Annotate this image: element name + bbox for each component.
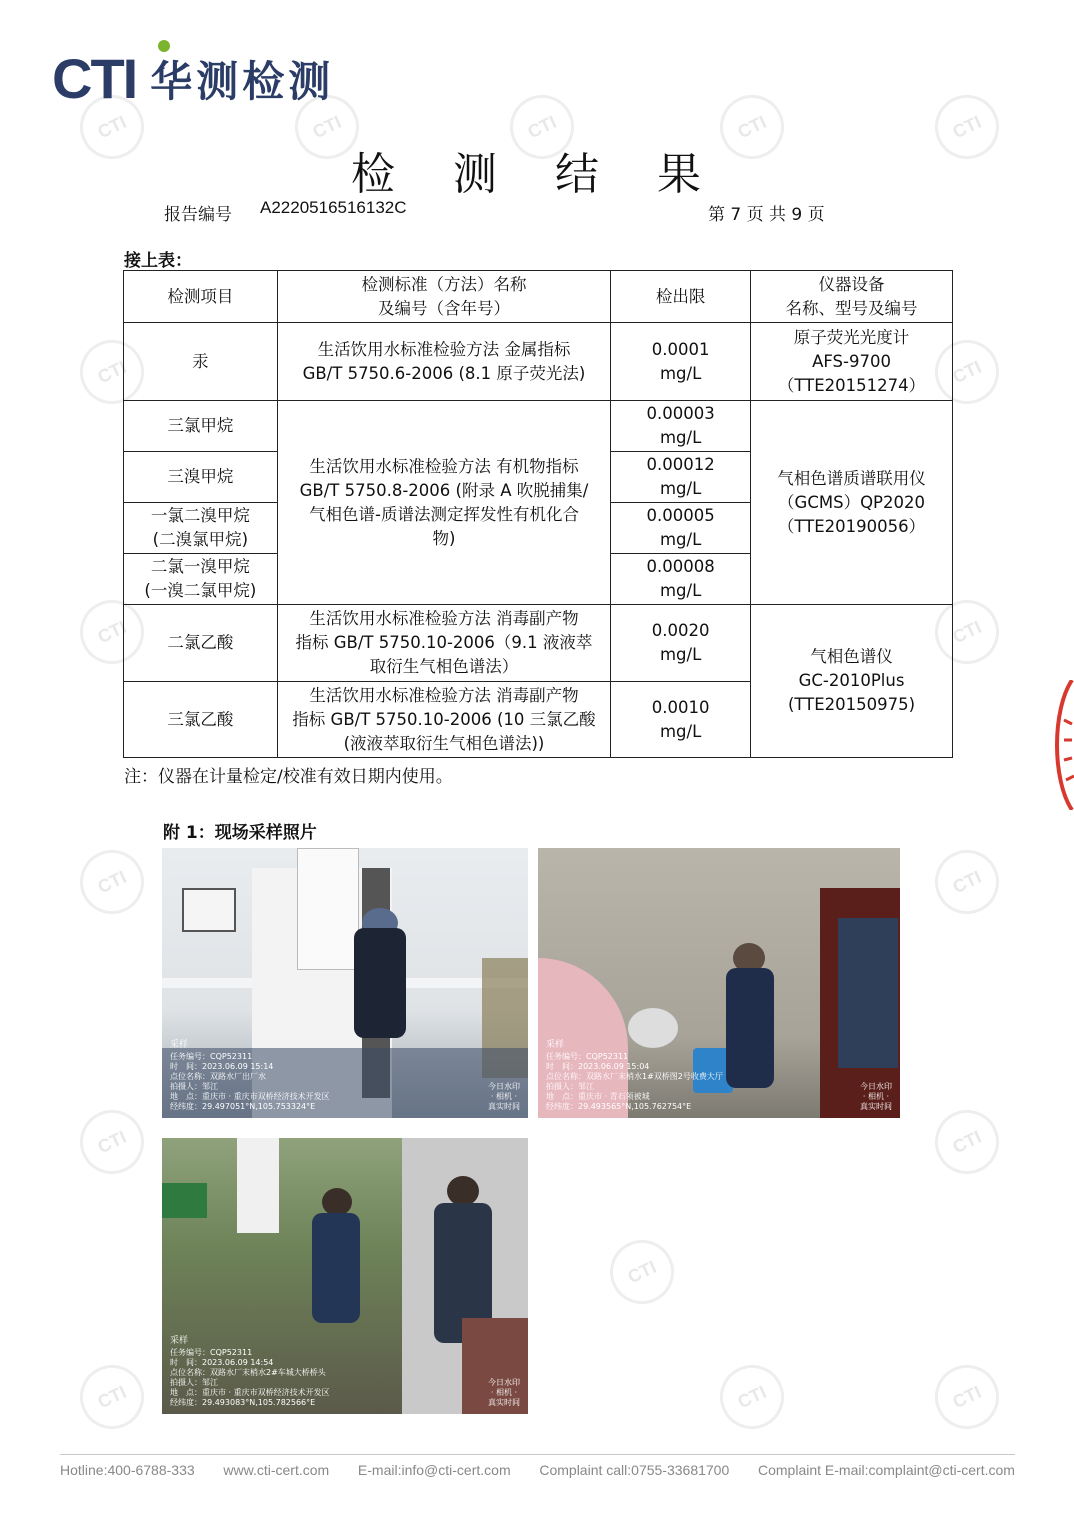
photo-label: 采样	[170, 1336, 189, 1346]
watermark-logo: CTI	[69, 1354, 154, 1439]
logo-chinese-text: 华测检测	[150, 56, 335, 106]
report-number: A2220516516132C	[260, 198, 407, 217]
header-item: 检测项目	[124, 271, 278, 323]
logo-dot	[158, 40, 170, 52]
cell-instrument: 气相色谱质谱联用仪 （GCMS）QP2020 （TTE20190056）	[751, 401, 953, 605]
watermark-logo: CTI	[599, 1229, 684, 1314]
attachment-title: 附 1：现场采样照片	[163, 823, 317, 843]
cell-item: 三溴甲烷	[124, 452, 278, 503]
watermark-logo: CTI	[924, 1354, 1009, 1439]
cell-item: 三氯乙酸	[124, 682, 278, 758]
table-row	[124, 605, 953, 682]
cell-limit: 0.0010 mg/L	[611, 682, 751, 758]
photo-watermark-info	[170, 1336, 330, 1408]
watermark-logo: CTI	[924, 1099, 1009, 1184]
cell-method: 生活饮用水标准检验方法 消毒副产物 指标 GB/T 5750.10-2006 (10 三氯乙酸 (液液萃取衍生气相色谱法))	[277, 682, 610, 758]
cell-instrument: 原子荧光光度计 AFS-9700 （TTE20151274）	[751, 323, 953, 401]
logo-cti-text: CTI	[52, 47, 137, 110]
header-instrument: 仪器设备 名称、型号及编号	[751, 271, 953, 323]
photo-info-line: 任务编号：CQP52311	[170, 1052, 253, 1061]
photo-info-line: 拍摄人：邹江	[170, 1082, 218, 1091]
footer-divider	[60, 1454, 1015, 1455]
watermark-logo: CTI	[69, 329, 154, 414]
continued-label: 接上表：	[124, 251, 192, 271]
watermark-logo: CTI	[924, 84, 1009, 169]
photo-label: 采样	[546, 1040, 565, 1050]
table-row	[124, 401, 953, 452]
photo-info-line: 任务编号：CQP52311	[546, 1052, 629, 1061]
sampling-photo	[538, 848, 900, 1118]
watermark-logo: CTI	[69, 84, 154, 169]
watermark-logo: CTI	[924, 839, 1009, 924]
watermark-logo: CTI	[69, 839, 154, 924]
header-method: 检测标准（方法）名称 及编号（含年号）	[277, 271, 610, 323]
photo-info-line: 点位名称：双路水厂末梢水1#双桥图2号收费大厅	[546, 1072, 723, 1081]
footer-hotline: Hotline:400-6788-333	[60, 1462, 195, 1478]
cell-limit: 0.00008 mg/L	[611, 554, 751, 605]
cell-instrument: 气相色谱仪 GC-2010Plus (TTE20150975)	[751, 605, 953, 758]
photo-info-line: 经纬度：29.493083°N,105.782566°E	[170, 1398, 316, 1407]
photo-info-line: 拍摄人：邹江	[170, 1378, 218, 1387]
report-number-label: 报告编号	[164, 205, 232, 225]
photo-info-line: 地 点：重庆市 · 青石领被城	[546, 1092, 650, 1101]
photo-brand-mark: 今日水印 · 相机 · 真实时间	[860, 1082, 892, 1111]
page-title: 检 测 结 果	[351, 149, 723, 200]
cell-limit: 0.00005 mg/L	[611, 503, 751, 554]
photo-info-line: 点位名称：双路水厂出厂水	[170, 1072, 266, 1081]
page-footer	[60, 1462, 1015, 1478]
watermark-logo: CTI	[499, 84, 584, 169]
cell-item: 三氯甲烷	[124, 401, 278, 452]
watermark-logo: CTI	[709, 84, 794, 169]
watermark-logo: CTI	[924, 589, 1009, 674]
photo-brand-mark: 今日水印 · 相机 · 真实时间	[488, 1082, 520, 1111]
photo-info-line: 地 点：重庆市 · 重庆市双桥经济技术开发区	[170, 1388, 330, 1397]
header-limit: 检出限	[611, 271, 751, 323]
photo-info-line: 点位名称：双路水厂末梢水2#车城大桥桥头	[170, 1368, 326, 1377]
company-logo	[52, 46, 334, 111]
footer-complaint-email: Complaint E-mail:complaint@cti-cert.com	[758, 1462, 1015, 1478]
photo-brand-mark: 今日水印 · 相机 · 真实时间	[488, 1378, 520, 1407]
photo-info-line: 经纬度：29.493565°N,105.762754°E	[546, 1102, 692, 1111]
photo-watermark-info	[546, 1040, 723, 1112]
results-table	[123, 270, 953, 758]
table-note: 注：仪器在计量检定/校准有效日期内使用。	[124, 767, 453, 787]
cell-item: 二氯一溴甲烷 (一溴二氯甲烷)	[124, 554, 278, 605]
watermark-logo: CTI	[284, 84, 369, 169]
sampling-photo	[162, 1138, 528, 1414]
cell-method: 生活饮用水标准检验方法 消毒副产物 指标 GB/T 5750.10-2006（9.1 液液萃 取衍生气相色谱法）	[277, 605, 610, 682]
cell-limit: 0.0001 mg/L	[611, 323, 751, 401]
watermark-logo: CTI	[69, 1099, 154, 1184]
photo-info-line: 时 间：2023.06.09 14:54	[170, 1358, 274, 1367]
watermark-logo: CTI	[924, 329, 1009, 414]
footer-complaint-call: Complaint call:0755-33681700	[539, 1462, 730, 1478]
table-header-row	[124, 271, 953, 323]
cell-limit: 0.0020 mg/L	[611, 605, 751, 682]
cell-limit: 0.00003 mg/L	[611, 401, 751, 452]
cell-method: 生活饮用水标准检验方法 有机物指标 GB/T 5750.8-2006 (附录 A 吹脱捕集/ 气相色谱-质谱法测定挥发性有机化合 物)	[277, 401, 610, 605]
table-row	[124, 323, 953, 401]
watermark-logo: CTI	[69, 589, 154, 674]
sampling-photo	[162, 848, 528, 1118]
watermark-logo: CTI	[709, 1354, 794, 1439]
cell-item: 二氯乙酸	[124, 605, 278, 682]
photo-info-line: 任务编号：CQP52311	[170, 1348, 253, 1357]
footer-email: E-mail:info@cti-cert.com	[357, 1462, 511, 1478]
cell-item: 一氯二溴甲烷 (二溴氯甲烷)	[124, 503, 278, 554]
page-info: 第 7 页 共 9 页	[708, 205, 825, 225]
footer-website: www.cti-cert.com	[223, 1462, 330, 1478]
official-seal-stamp	[1052, 680, 1074, 810]
photo-label: 采样	[170, 1040, 189, 1050]
cell-method: 生活饮用水标准检验方法 金属指标 GB/T 5750.6-2006 (8.1 原子荧光法)	[277, 323, 610, 401]
cell-limit: 0.00012 mg/L	[611, 452, 751, 503]
photo-watermark-info	[170, 1040, 330, 1112]
photo-info-line: 时 间：2023.06.09 15:14	[170, 1062, 274, 1071]
photo-info-line: 经纬度：29.497051°N,105.753324°E	[170, 1102, 316, 1111]
cell-item: 汞	[124, 323, 278, 401]
photo-info-line: 地 点：重庆市 · 重庆市双桥经济技术开发区	[170, 1092, 330, 1101]
photo-info-line: 时 间：2023.06.09 15:04	[546, 1062, 650, 1071]
photo-info-line: 拍摄人：邹江	[546, 1082, 594, 1091]
